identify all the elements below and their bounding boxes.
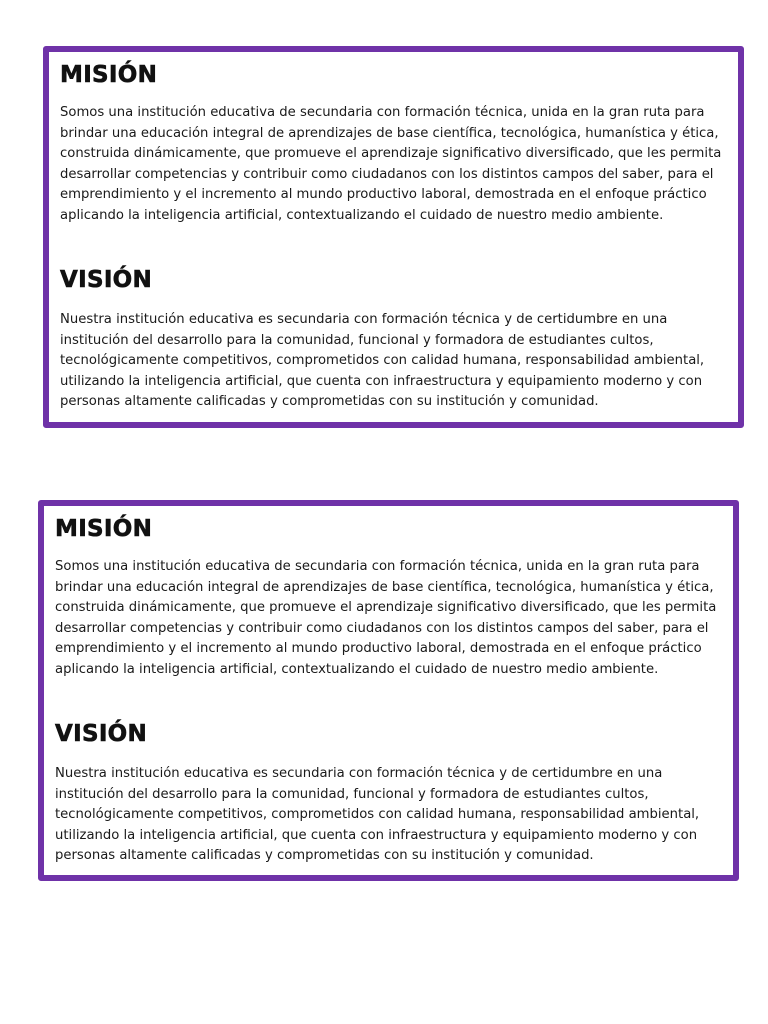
mision-paragraph: Somos una institución educativa de secundaria con formación técnica, unida en la gran ruta para brindar una educación integral de aprendizajes de base científica, tecnológica, humanística y ética, construida dinámicamente, que promueve el aprendizaje significativo diversificado, que les permita desarrollar competencias y contribuir como ciudadanos con los distintos campos del saber, para el emprendimiento y el incremento al mundo productivo laboral, demostrada en el enfoque práctico aplicando la inteligencia artificial, contextualizando el cuidado de nuestro medio ambiente. [60,105,722,223]
vision-paragraph: Nuestra institución educativa es secundaria con formación técnica y de certidumbre en una institución del desarrollo para la comunidad, funcional y formadora de estudiantes cultos, tecnológicamente competitivos, comprometidos con calidad humana, responsabilidad ambiental, utilizando la inteligencia artificial, que cuenta con infraestructura y equipamiento moderno y con personas altamente calificadas y comprometidas con su institución y comunidad. [60,312,705,410]
mision-paragraph: Somos una institución educativa de secundaria con formación técnica, unida en la gran ruta para brindar una educación integral de aprendizajes de base científica, tecnológica, humanística y ética, construida dinámicamente, que promueve el aprendizaje significativo diversificado, que les permita desarrollar competencias y contribuir como ciudadanos con los distintos campos del saber, para el emprendimiento y el incremento al mundo productivo laboral, demostrada en el enfoque práctico aplicando la inteligencia artificial, contextualizando el cuidado de nuestro medio ambiente. [55,559,717,677]
mission-vision-card [38,500,739,881]
vision-paragraph: Nuestra institución educativa es secundaria con formación técnica y de certidumbre en una institución del desarrollo para la comunidad, funcional y formadora de estudiantes cultos, tecnológicamente competitivos, comprometidos con calidad humana, responsabilidad ambiental, utilizando la inteligencia artificial, que cuenta con infraestructura y equipamiento moderno y con personas altamente calificadas y comprometidas con su institución y comunidad. [55,766,700,864]
mision-heading: MISIÓN [55,516,153,542]
mission-vision-card [43,46,744,428]
vision-heading: VISIÓN [55,721,148,747]
vision-heading: VISIÓN [60,267,153,293]
mision-heading: MISIÓN [60,62,158,88]
